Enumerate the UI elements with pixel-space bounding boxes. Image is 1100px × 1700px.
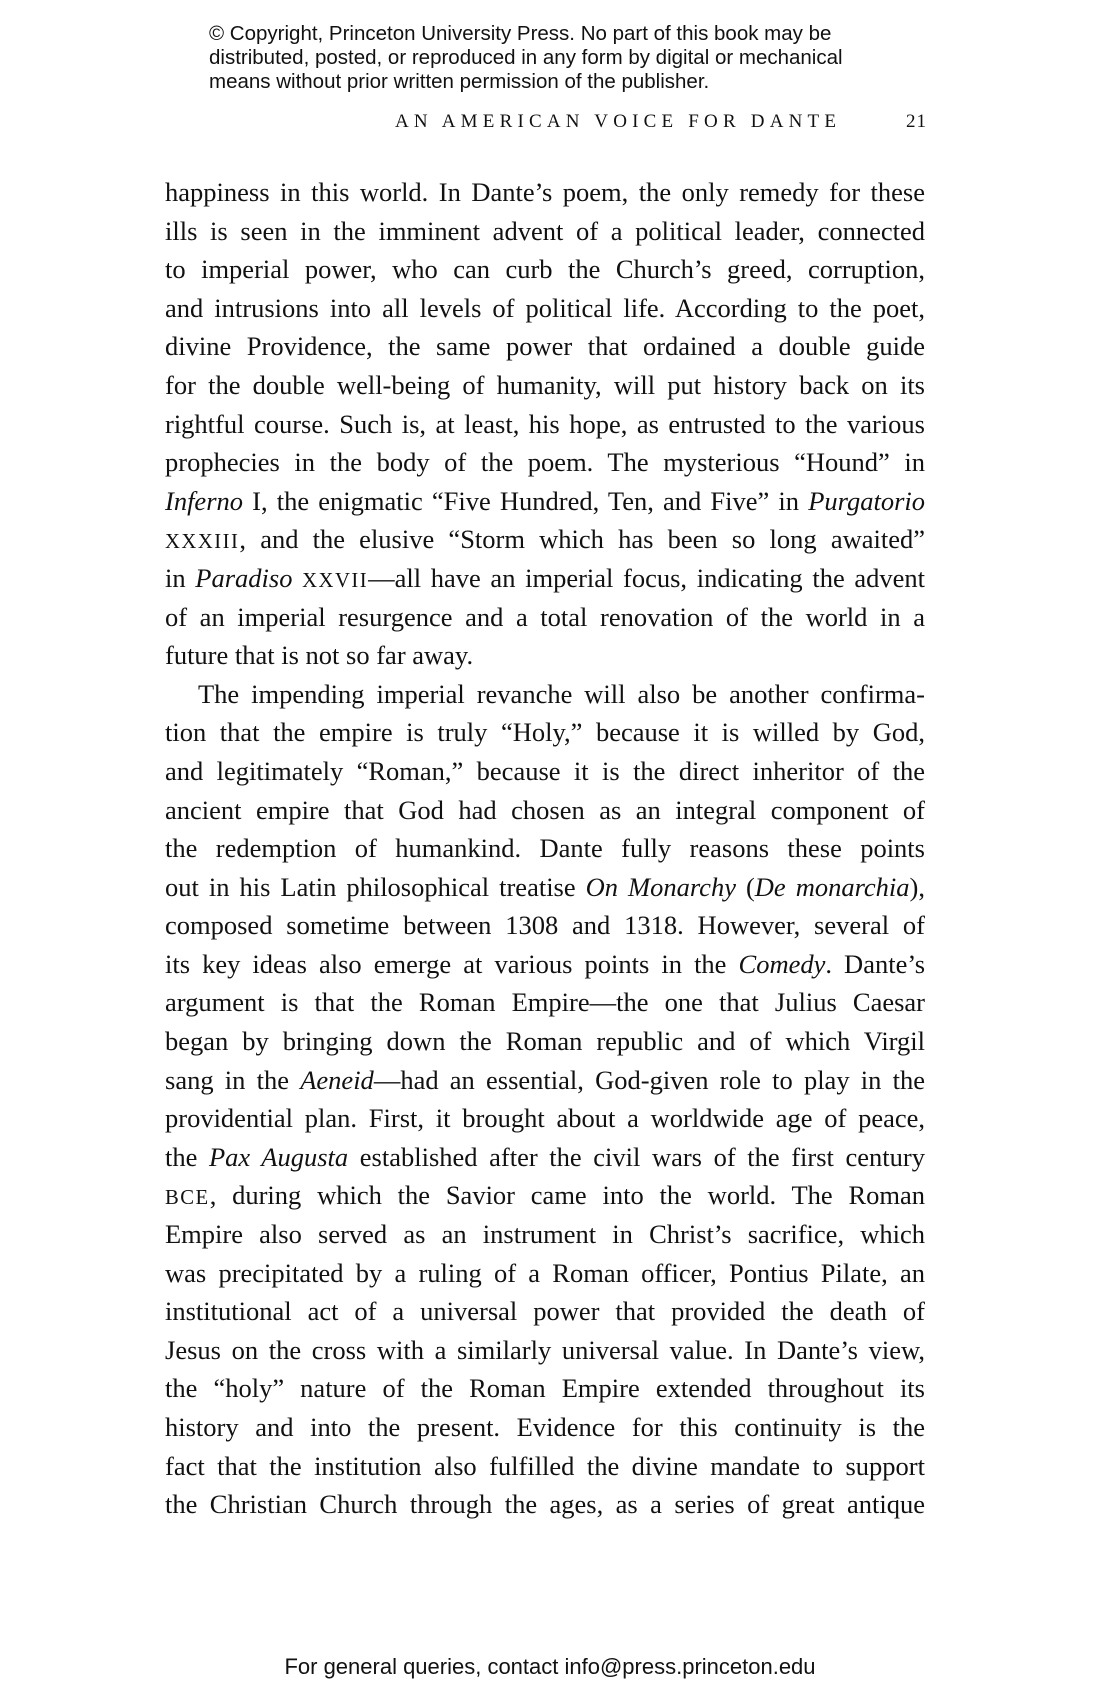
text-line: XXXIII, and the elusive “Storm which has been so long awaited” bbox=[165, 524, 925, 555]
book-title: Inferno bbox=[165, 485, 244, 516]
latin-phrase: Pax Augusta bbox=[208, 1141, 349, 1172]
text-line: of an imperial resurgence and a total renovation of the world in a bbox=[165, 601, 925, 632]
text-line: and legitimately “Roman,” because it is the direct inheritor of the bbox=[165, 755, 925, 786]
text-line: and intrusions into all levels of political life. According to the poet, bbox=[165, 292, 925, 323]
text-line: for the double well-being of humanity, will put history back on its bbox=[165, 369, 925, 400]
text-line: out in his Latin philosophical treatise On Monarchy (De monarchia), bbox=[165, 871, 925, 902]
text-line: sang in the Aeneid—had an essential, God-given role to play in the bbox=[165, 1064, 925, 1095]
text-line: ills is seen in the imminent advent of a political leader, connected bbox=[165, 215, 925, 246]
running-head-title: AN AMERICAN VOICE FOR DANTE bbox=[395, 111, 842, 132]
book-title: Aeneid bbox=[300, 1064, 374, 1095]
book-title: Comedy bbox=[738, 948, 826, 979]
text-line: ancient empire that God had chosen as an integral component of bbox=[165, 794, 925, 825]
text-line: future that is not so far away. bbox=[165, 640, 474, 671]
text-line: The impending imperial revanche will also be another confirma- bbox=[198, 678, 925, 709]
copyright-line: means without prior written permission of the publisher. bbox=[209, 70, 710, 93]
roman-numeral: XXXIII bbox=[165, 531, 240, 554]
book-title: Paradiso bbox=[195, 562, 293, 593]
text-line: fact that the institution also fulfilled the divine mandate to support bbox=[165, 1450, 925, 1481]
text-line: BCE, during which the Savior came into the world. The Roman bbox=[165, 1180, 925, 1211]
text-line: began by bringing down the Roman republic and of which Virgil bbox=[165, 1026, 925, 1057]
copyright-notice bbox=[209, 22, 909, 94]
text-line: prophecies in the body of the poem. The mysterious “Hound” in bbox=[165, 447, 925, 478]
era-abbreviation: BCE bbox=[165, 1187, 210, 1210]
text-line: history and into the present. Evidence for this continuity is the bbox=[165, 1412, 925, 1442]
book-title: De monarchia bbox=[754, 871, 910, 902]
page-number: 21 bbox=[906, 111, 927, 132]
text-line: Empire also served as an instrument in Christ’s sacrifice, which bbox=[165, 1219, 925, 1250]
text-line: providential plan. First, it brought about a worldwide age of peace, bbox=[165, 1103, 925, 1134]
copyright-line: distributed, posted, or reproduced in any form by digital or mechanical bbox=[209, 46, 843, 69]
text-line: institutional act of a universal power that provided the death of bbox=[165, 1296, 925, 1327]
text-line: its key ideas also emerge at various points in the Comedy. Dante’s bbox=[165, 948, 926, 979]
body-text bbox=[165, 173, 925, 1524]
text-line: in Paradiso XXVII—all have an imperial focus, indicating the advent bbox=[165, 562, 925, 593]
text-line: tion that the empire is truly “Holy,” because it is willed by God, bbox=[165, 717, 925, 748]
book-title: On Monarchy bbox=[585, 871, 736, 902]
text-line: composed sometime between 1308 and 1318. However, several of bbox=[165, 910, 925, 941]
footer-contact: For general queries, contact info@press.princeton.edu bbox=[284, 1654, 816, 1679]
text-line: Inferno I, the enigmatic “Five Hundred, Ten, and Five” in Purgatorio bbox=[165, 485, 925, 516]
text-line: the Pax Augusta established after the civil wars of the first century bbox=[165, 1141, 925, 1172]
text-line: the Christian Church through the ages, as a series of great antique bbox=[165, 1489, 925, 1520]
text-line: rightful course. Such is, at least, his hope, as entrusted to the various bbox=[165, 408, 925, 439]
text-line: the “holy” nature of the Roman Empire extended throughout its bbox=[165, 1373, 925, 1404]
text-line: Jesus on the cross with a similarly universal value. In Dante’s view, bbox=[165, 1334, 925, 1365]
text-line: was precipitated by a ruling of a Roman officer, Pontius Pilate, an bbox=[165, 1257, 925, 1288]
copyright-line: © Copyright, Princeton University Press. No part of this book may be bbox=[209, 22, 832, 45]
text-line: divine Providence, the same power that ordained a double guide bbox=[165, 331, 925, 362]
text-line: to imperial power, who can curb the Church’s greed, corruption, bbox=[165, 254, 925, 285]
book-title: Purgatorio bbox=[808, 485, 925, 516]
roman-numeral: XXVII bbox=[302, 569, 369, 592]
running-head bbox=[395, 111, 927, 133]
text-line: happiness in this world. In Dante’s poem, the only remedy for these bbox=[165, 177, 925, 207]
text-line: argument is that the Roman Empire—the one that Julius Caesar bbox=[165, 987, 925, 1018]
text-line: the redemption of humankind. Dante fully reasons these points bbox=[165, 833, 925, 864]
